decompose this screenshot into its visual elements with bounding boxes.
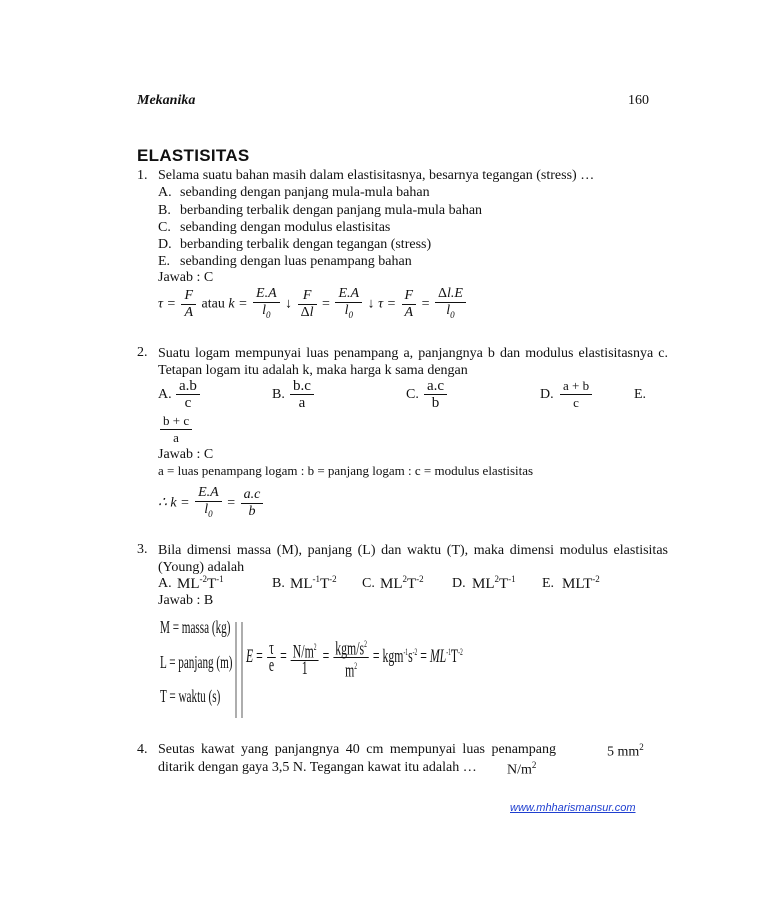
frac-ac-b: $\frac{a.c}{b}$: [241, 487, 264, 520]
q2-option-a-letter: A.: [158, 387, 172, 402]
q2-number: 2.: [137, 345, 148, 360]
q1-option-e-letter: E.: [158, 254, 171, 269]
frac-dle-l0: $\frac{\Delta l.E}{l_0}$: [435, 286, 466, 323]
q4-text-2: ditarik dengan gaya 3,5 N. Tegangan kawat itu adalah …: [158, 760, 477, 775]
q3-option-a-value: $ML^{-2}T^{-1}$: [177, 574, 224, 592]
down-arrow-icon: ↓: [367, 296, 375, 312]
q1-answer: Jawab : C: [158, 270, 214, 285]
q3-option-d-letter: D.: [452, 576, 466, 591]
q2-option-e-frac: $\frac{b + c}{a}$: [158, 413, 194, 446]
q1-formula: [158, 286, 468, 323]
q1-option-c-text: sebanding dengan modulus elastisitas: [180, 220, 391, 235]
tau-label-2: τ =: [378, 296, 397, 312]
q2-option-d-letter: D.: [540, 387, 554, 402]
q2-option-e-letter: E.: [634, 387, 647, 402]
q3-option-c-value: $ML^2T^{-2}$: [380, 574, 424, 592]
q3-option-b-value: $ML^{-1}T^{-2}$: [290, 574, 337, 592]
q2-option-b-letter: B.: [272, 387, 285, 402]
frac-ea-l0-2: $\frac{E.A}{l_0}$: [335, 286, 362, 323]
q1-text: Selama suatu bahan masih dalam elastisitasnya, besarnya tegangan (stress) …: [158, 168, 595, 183]
down-arrow-icon: ↓: [285, 296, 293, 312]
q4-unit: $N/m^2$: [507, 760, 537, 778]
q2-text: Suatu logam mempunyai luas penampang a, panjangnya b dan modulus elastisitasnya c. Tetapan logam itu adalah k, maka harga k sama dengan: [158, 346, 668, 378]
frac-f-dl: $\frac{F}{\Delta l}$: [298, 288, 317, 321]
tau-label: τ =: [158, 296, 176, 312]
q1-number: 1.: [137, 168, 148, 183]
q4-area: 5 $mm^2$: [607, 742, 644, 760]
frac-ea-l0: $\frac{E.A}{l_0}$: [253, 286, 280, 323]
q3-derivation: E = $\frac{\tau}{e}$ = $\frac{N/m^2}{1}$ = $\frac{kgm/s^2}{m^2}$ = $kgm^{-1}s^{-2} = ML^{-1}T^{-2}$: [246, 636, 463, 680]
q2-option-c-letter: C.: [406, 387, 419, 402]
q3-option-e-value: $MLT^{-2}$: [562, 574, 600, 592]
q1-option-b-text: berbanding terbalik dengan panjang mula-mula bahan: [180, 203, 483, 218]
q1-option-a-letter: A.: [158, 185, 172, 200]
q3-option-a-letter: A.: [158, 576, 172, 591]
q1-option-d-letter: D.: [158, 237, 172, 252]
q3-number: 3.: [137, 542, 148, 557]
equals-sign: =: [322, 296, 330, 312]
q2-solution: ∴ k = $\frac{E.A}{l_0}$ = $\frac{a.c}{b}$: [158, 485, 265, 522]
q2-option-d-frac: $\frac{a + b}{c}$: [558, 378, 594, 411]
q2-answer: Jawab : C: [158, 447, 214, 462]
q4-text: Seutas kawat yang panjangnya 40 cm mempunyai luas penampang: [158, 742, 557, 757]
dim-time: T = waktu (s): [160, 686, 221, 706]
q3-option-e-letter: E.: [542, 576, 555, 591]
q4-number: 4.: [137, 742, 148, 757]
page-number: 160: [628, 93, 649, 108]
page-title: ELASTISITAS: [137, 146, 250, 165]
q2-option-b-frac: $\frac{b.c}{a}$: [288, 378, 316, 411]
footer-website-link[interactable]: www.mhharismansur.com: [510, 802, 636, 814]
q3-answer: Jawab : B: [158, 593, 214, 608]
q3-option-d-value: $ML^2T^{-1}$: [472, 574, 516, 592]
frac-f-a: $\frac{F}{A}$: [181, 288, 196, 321]
therefore-k: ∴ k =: [158, 495, 190, 511]
q3-option-b-letter: B.: [272, 576, 285, 591]
dim-length: L = panjang (m): [160, 652, 233, 672]
q1-option-b-letter: B.: [158, 203, 171, 218]
q3-text: Bila dimensi massa (M), panjang (L) dan waktu (T), maka dimensi modulus elastisitas (Young) adalah: [158, 543, 668, 575]
q2-option-a-frac: $\frac{a.b}{c}$: [174, 378, 202, 411]
q1-option-c-letter: C.: [158, 220, 171, 235]
frac-f-a-2: $\frac{F}{A}$: [402, 288, 417, 321]
q1-option-a-text: sebanding dengan panjang mula-mula bahan: [180, 185, 430, 200]
dim-mass: M = massa (kg): [160, 617, 231, 637]
q2-definitions: a = luas penampang logam : b = panjang logam : c = modulus elastisitas: [158, 463, 534, 478]
equals-sign: =: [421, 296, 430, 312]
k-label: k =: [228, 296, 248, 312]
q2-option-c-frac: $\frac{a.c}{b}$: [422, 378, 449, 411]
atau-word: atau: [201, 296, 225, 312]
q1-option-d-text: berbanding terbalik dengan tegangan (stress): [180, 237, 432, 252]
q1-option-e-text: sebanding dengan luas penampang bahan: [180, 254, 412, 269]
header-subject: Mekanika: [137, 93, 196, 108]
frac-ea-l0-q2: $\frac{E.A}{l_0}$: [195, 485, 222, 522]
q3-option-c-letter: C.: [362, 576, 375, 591]
